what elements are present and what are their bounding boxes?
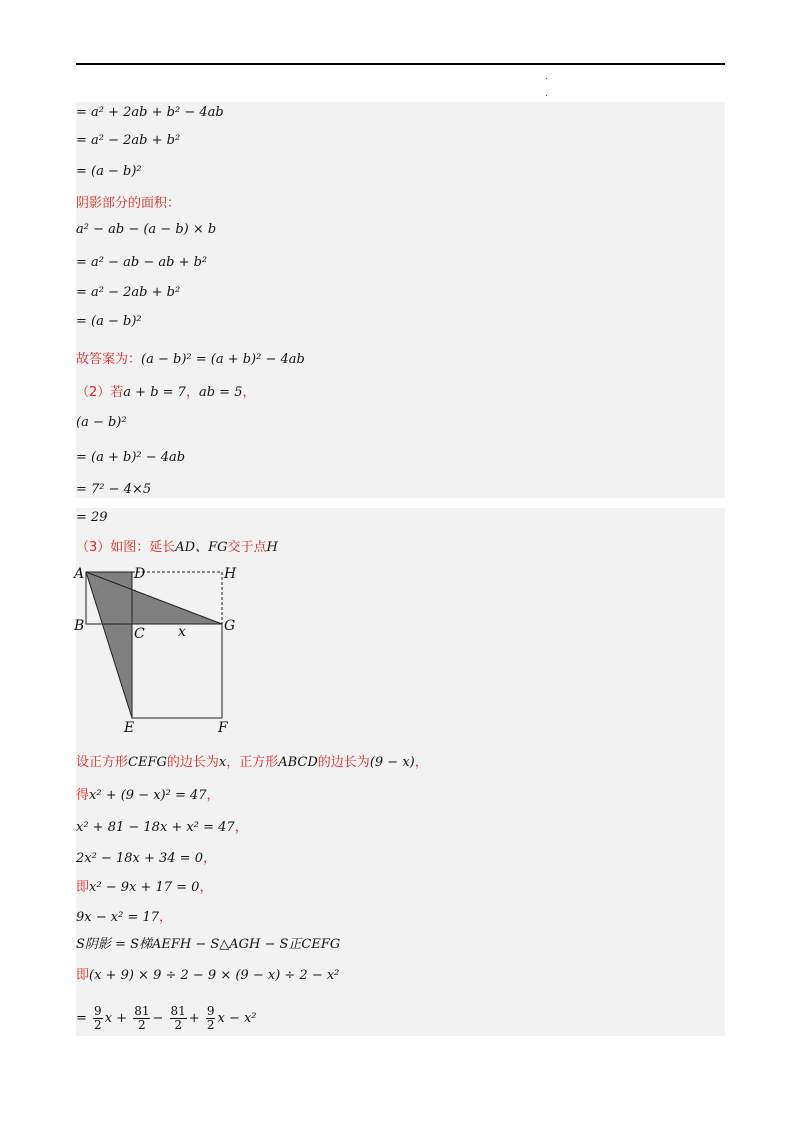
square-cefg xyxy=(132,624,222,718)
setup-expr: (9 − x) xyxy=(369,755,415,770)
area-expression: (x + 9) × 9 ÷ 2 − 9 × (9 − x) ÷ 2 − x² xyxy=(89,968,340,983)
math-line: = (a − b)² xyxy=(76,164,142,179)
fraction xyxy=(133,1005,150,1032)
math-line: = a² + 2ab + b² − 4ab xyxy=(76,105,224,120)
math-line: = 29 xyxy=(76,510,108,525)
answer-prefix: 故答案为： xyxy=(76,352,142,367)
fraction xyxy=(93,1005,103,1032)
setup-x: x xyxy=(218,755,227,770)
setup-text: ，正方形 xyxy=(226,755,279,770)
equation-line xyxy=(76,851,216,867)
answer-line xyxy=(76,352,305,368)
setup-abcd: ABCD xyxy=(278,755,318,770)
fraction-numerator: 81 xyxy=(134,1004,150,1018)
eq-comma: ， xyxy=(159,910,173,925)
label-x: x xyxy=(178,624,186,640)
final-part: x + xyxy=(104,1011,128,1026)
setup-line xyxy=(76,755,428,771)
final-part: = xyxy=(76,1011,87,1026)
fraction-denominator: 2 xyxy=(206,1018,215,1032)
equation-1: x² + (9 − x)² = 47 xyxy=(89,788,207,803)
part2-prefix: （2）若 xyxy=(76,385,124,400)
part2-cond2: ab = 5 xyxy=(198,385,243,400)
part2-cond1: a + b = 7 xyxy=(123,385,186,400)
eq-comma: ， xyxy=(202,851,216,866)
setup-text: 设正方形 xyxy=(76,755,129,770)
fraction-denominator: 2 xyxy=(138,1018,146,1032)
eq-comma: ， xyxy=(234,820,248,835)
shaded-area-heading: 阴影部分的面积： xyxy=(76,196,181,211)
s-expr-prefix: 即 xyxy=(76,968,90,983)
eq-comma: ， xyxy=(206,788,220,803)
label-b: B xyxy=(74,618,85,634)
geometry-figure xyxy=(70,560,250,740)
math-line: = a² − ab − ab + b² xyxy=(76,255,208,270)
label-f: F xyxy=(218,720,228,736)
header-dot: . xyxy=(545,72,548,82)
final-part: − xyxy=(152,1011,164,1026)
label-h: H xyxy=(224,566,237,582)
math-line: = (a + b)² − 4ab xyxy=(76,450,186,465)
label-g: G xyxy=(224,618,236,634)
eq-comma: ， xyxy=(199,880,213,895)
math-line: = a² − 2ab + b² xyxy=(76,285,181,300)
header-rule xyxy=(76,63,725,65)
equation-line xyxy=(76,880,212,896)
part3-point: H xyxy=(266,540,278,555)
equation-line xyxy=(76,820,248,836)
equation-2: x² + 81 − 18x + x² = 47 xyxy=(76,820,235,835)
equation-5: 9x − x² = 17 xyxy=(76,910,160,925)
fraction-denominator: 2 xyxy=(94,1018,102,1032)
eq4-prefix: 即 xyxy=(76,880,90,895)
final-expression xyxy=(76,1005,257,1032)
fraction-numerator: 9 xyxy=(94,1004,102,1018)
fraction-denominator: 2 xyxy=(174,1018,182,1032)
area-expression-line xyxy=(76,968,339,984)
math-line: = (a − b)² xyxy=(76,314,142,329)
final-part: + xyxy=(188,1011,200,1026)
fraction-numerator: 81 xyxy=(170,1004,186,1018)
fraction xyxy=(206,1005,216,1032)
setup-cefg: CEFG xyxy=(128,755,167,770)
equation-4: x² − 9x + 17 = 0 xyxy=(89,880,200,895)
label-e: E xyxy=(124,720,135,736)
eq-prefix: 得 xyxy=(76,788,90,803)
final-part: x − x² xyxy=(217,1011,257,1026)
fraction xyxy=(170,1005,187,1032)
math-line: a² − ab − (a − b) × b xyxy=(76,222,217,237)
part3-suffix: 交于点 xyxy=(227,540,267,555)
part2-end: ， xyxy=(242,385,256,400)
setup-end: ， xyxy=(414,755,428,770)
setup-text: 的边长为 xyxy=(166,755,219,770)
part3-segments: AD、FG xyxy=(175,540,228,555)
math-line: (a − b)² xyxy=(76,415,127,430)
equation-line xyxy=(76,788,220,804)
area-formula: S阴影 = S梯AEFH − S△AGH − S正CEFG xyxy=(76,937,341,952)
setup-text: 的边长为 xyxy=(317,755,370,770)
answer-expression: (a − b)² = (a + b)² − 4ab xyxy=(141,352,305,367)
part3-heading xyxy=(76,540,278,556)
equation-3: 2x² − 18x + 34 = 0 xyxy=(76,851,203,866)
fraction-numerator: 9 xyxy=(206,1004,215,1018)
math-line: = a² − 2ab + b² xyxy=(76,133,181,148)
part3-prefix: （3）如图：延长 xyxy=(76,540,176,555)
header-dot: . xyxy=(545,89,548,99)
equation-line xyxy=(76,910,172,926)
math-line: = 7² − 4×5 xyxy=(76,482,152,497)
label-a: A xyxy=(74,566,85,582)
label-d: D xyxy=(134,566,146,582)
part2-condition xyxy=(76,385,256,401)
part2-sep: ， xyxy=(185,385,199,400)
label-c: C xyxy=(134,626,145,642)
